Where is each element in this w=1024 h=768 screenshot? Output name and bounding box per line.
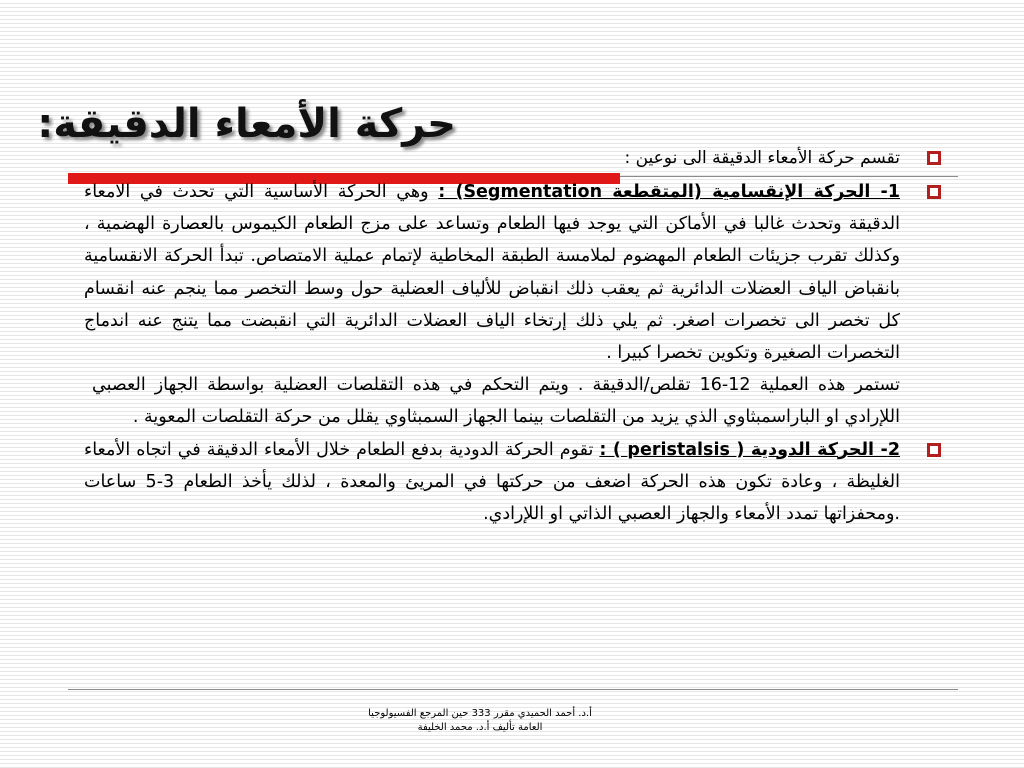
bullet-peristalsis bbox=[84, 434, 950, 531]
peristalsis-heading: 2- الحركة الدودية ( peristalsis ) : bbox=[599, 439, 901, 460]
slide-content bbox=[84, 142, 950, 530]
peristalsis-text: تقوم الحركة الدودية بدفع الطعام خلال الأمعاء الدقيقة في اتجاه الأمعاء الغليظة ، وعادة تكون هذه الحركة اضعف من حركتها في المريئ والمعدة ، لذلك يأخذ الطعام 3-5 ساعات .ومحفزاتها تمدد الأمعاء والجهاز العصبي الذاتي او اللإرادي. bbox=[84, 439, 900, 525]
bullet-intro bbox=[84, 142, 950, 174]
segmentation-paragraph: تستمر هذه العملية 12-16 تقلص/الدقيقة . ويتم التحكم في هذه التقلصات العضلية بواسطة الجهاز العصبي اللإرادي او الباراسمبثاوي الذي يزيد من التقلصات بينما الجهاز السمبثاوي يقلل من حركة التقلصات المعوية . bbox=[92, 375, 900, 428]
bottom-divider bbox=[68, 689, 958, 690]
bullet-segmentation bbox=[84, 176, 950, 369]
square-bullet-icon bbox=[927, 443, 941, 457]
square-bullet-icon bbox=[927, 151, 941, 165]
segmentation-text: وهي الحركة الأساسية التي تحدث في الامعاء الدقيقة وتحدث غالبا في الأماكن التي يوجد فيها الطعام وتساعد على مزج الطعام الكيموس بالعصارة الهضمية ، وكذلك تقرب جزيئات الطعام المهضوم لملامسة الطبقة المخاطية لإتمام عملية الامتصاص. تبدأ الحركة الانقسامية بانقباض الياف العضلات الدائرية ثم يعقب ذلك انقباض للألياف العضلية حول وسط التخصر مما ينجم عنه انقسام كل تخصر الى تخصرات اصغر. ثم يلي ذلك إرتخاء الياف العضلات الدائرية التي انقبضت مما يتنج عنه اندماج التخصرات الصغيرة وتكوين تخصرا كبيرا . bbox=[84, 182, 900, 364]
segmentation-heading: 1- الحركة الإنقسامية (المتقطعة Segmentation) : bbox=[438, 182, 900, 202]
footer-line-1: أ.د. أحمد الحميدي مقرر 333 حين المرجع الفسيولوجيا bbox=[368, 708, 592, 719]
slide-title: حركة الأمعاء الدقيقة: bbox=[37, 101, 456, 147]
bullet-intro-text: تقسم حركة الأمعاء الدقيقة الى نوعين : bbox=[624, 148, 900, 168]
square-bullet-icon bbox=[927, 185, 941, 199]
slide-footer bbox=[330, 707, 630, 735]
footer-line-2: العامة تأليف أ.د. محمد الخليفة bbox=[417, 722, 543, 733]
